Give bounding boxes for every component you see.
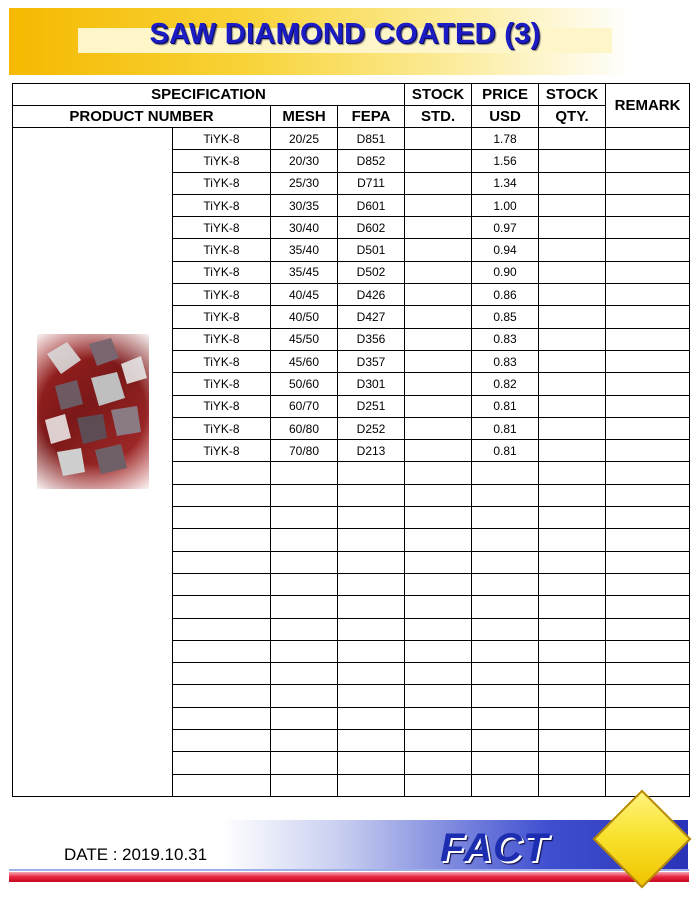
cell-stock-std: [405, 573, 472, 595]
cell-price: [472, 573, 539, 595]
cell-mesh: [271, 752, 338, 774]
cell-fepa: D427: [338, 306, 405, 328]
header-stock-std-line1: STOCK: [405, 84, 472, 106]
cell-mesh: [271, 462, 338, 484]
cell-price: 0.90: [472, 261, 539, 283]
cell-stock-qty: [539, 484, 606, 506]
cell-stock-std: [405, 484, 472, 506]
cell-fepa: [338, 462, 405, 484]
cell-price: 0.86: [472, 284, 539, 306]
cell-remark: [606, 730, 690, 752]
cell-remark: [606, 284, 690, 306]
cell-stock-qty: [539, 373, 606, 395]
cell-price: 1.34: [472, 172, 539, 194]
cell-stock-std: [405, 752, 472, 774]
cell-fepa: [338, 596, 405, 618]
table-body: [13, 128, 690, 797]
cell-product: [173, 640, 271, 662]
cell-stock-qty: [539, 618, 606, 640]
cell-product: TiYK-8: [173, 150, 271, 172]
header-fepa: FEPA: [338, 106, 405, 128]
cell-stock-std: [405, 261, 472, 283]
cell-remark: [606, 507, 690, 529]
cell-mesh: 20/25: [271, 128, 338, 150]
cell-product: [173, 618, 271, 640]
cell-price: [472, 707, 539, 729]
cell-stock-qty: [539, 573, 606, 595]
cell-remark: [606, 640, 690, 662]
cell-fepa: D711: [338, 172, 405, 194]
cell-fepa: D426: [338, 284, 405, 306]
cell-remark: [606, 462, 690, 484]
cell-remark: [606, 529, 690, 551]
cell-stock-qty: [539, 128, 606, 150]
table-row: [13, 128, 690, 150]
cell-product: [173, 596, 271, 618]
cell-stock-qty: [539, 596, 606, 618]
cell-price: 0.94: [472, 239, 539, 261]
cell-product: [173, 529, 271, 551]
cell-fepa: [338, 484, 405, 506]
cell-mesh: 25/30: [271, 172, 338, 194]
cell-product: [173, 507, 271, 529]
cell-stock-qty: [539, 284, 606, 306]
cell-mesh: 40/45: [271, 284, 338, 306]
cell-fepa: D252: [338, 417, 405, 439]
cell-stock-qty: [539, 239, 606, 261]
header-stock-std-line2: STD.: [405, 106, 472, 128]
header-product-number: PRODUCT NUMBER: [13, 106, 271, 128]
cell-price: [472, 596, 539, 618]
cell-fepa: [338, 730, 405, 752]
cell-product: TiYK-8: [173, 239, 271, 261]
cell-stock-qty: [539, 328, 606, 350]
cell-stock-qty: [539, 261, 606, 283]
cell-price: 0.83: [472, 350, 539, 372]
cell-product: TiYK-8: [173, 306, 271, 328]
cell-price: [472, 529, 539, 551]
cell-price: 0.81: [472, 417, 539, 439]
cell-product: [173, 774, 271, 796]
cell-stock-std: [405, 685, 472, 707]
cell-remark: [606, 373, 690, 395]
cell-stock-qty: [539, 194, 606, 216]
fact-logo: FACT: [440, 826, 549, 870]
diamond-crystals-photo: [37, 334, 149, 489]
cell-fepa: D601: [338, 194, 405, 216]
cell-remark: [606, 573, 690, 595]
cell-remark: [606, 685, 690, 707]
header-mesh: MESH: [271, 106, 338, 128]
cell-stock-std: [405, 596, 472, 618]
date-value: 2019.10.31: [122, 845, 208, 864]
cell-stock-qty: [539, 350, 606, 372]
cell-remark: [606, 172, 690, 194]
cell-price: [472, 507, 539, 529]
cell-product: TiYK-8: [173, 440, 271, 462]
cell-stock-qty: [539, 640, 606, 662]
cell-price: [472, 618, 539, 640]
cell-price: 1.00: [472, 194, 539, 216]
cell-product: TiYK-8: [173, 328, 271, 350]
cell-product: [173, 551, 271, 573]
cell-remark: [606, 239, 690, 261]
cell-remark: [606, 194, 690, 216]
cell-fepa: D852: [338, 150, 405, 172]
cell-stock-std: [405, 507, 472, 529]
cell-stock-std: [405, 640, 472, 662]
cell-product: TiYK-8: [173, 417, 271, 439]
cell-stock-qty: [539, 395, 606, 417]
cell-price: 0.83: [472, 328, 539, 350]
cell-product: [173, 484, 271, 506]
cell-fepa: [338, 640, 405, 662]
cell-fepa: D851: [338, 128, 405, 150]
cell-stock-std: [405, 306, 472, 328]
header-stock-qty-line1: STOCK: [539, 84, 606, 106]
cell-price: [472, 663, 539, 685]
cell-fepa: [338, 507, 405, 529]
cell-price: 1.78: [472, 128, 539, 150]
cell-stock-qty: [539, 551, 606, 573]
cell-price: 0.85: [472, 306, 539, 328]
cell-mesh: [271, 685, 338, 707]
cell-stock-qty: [539, 217, 606, 239]
cell-fepa: D602: [338, 217, 405, 239]
cell-fepa: D357: [338, 350, 405, 372]
cell-product: [173, 730, 271, 752]
cell-remark: [606, 328, 690, 350]
cell-stock-std: [405, 440, 472, 462]
cell-stock-std: [405, 373, 472, 395]
cell-stock-std: [405, 217, 472, 239]
header-remark: REMARK: [606, 84, 690, 128]
cell-stock-std: [405, 150, 472, 172]
cell-mesh: [271, 551, 338, 573]
cell-price: 0.82: [472, 373, 539, 395]
cell-remark: [606, 350, 690, 372]
cell-remark: [606, 707, 690, 729]
cell-stock-std: [405, 172, 472, 194]
cell-fepa: [338, 707, 405, 729]
cell-fepa: D213: [338, 440, 405, 462]
cell-stock-std: [405, 462, 472, 484]
cell-product: [173, 663, 271, 685]
cell-product: [173, 685, 271, 707]
cell-stock-std: [405, 395, 472, 417]
cell-stock-std: [405, 663, 472, 685]
cell-product: TiYK-8: [173, 373, 271, 395]
cell-price: [472, 730, 539, 752]
cell-stock-std: [405, 529, 472, 551]
cell-mesh: 30/35: [271, 194, 338, 216]
footer-red-bar: [9, 872, 689, 882]
cell-stock-qty: [539, 752, 606, 774]
cell-stock-qty: [539, 462, 606, 484]
cell-stock-qty: [539, 685, 606, 707]
cell-fepa: [338, 663, 405, 685]
cell-remark: [606, 395, 690, 417]
cell-remark: [606, 596, 690, 618]
cell-remark: [606, 551, 690, 573]
cell-fepa: [338, 529, 405, 551]
cell-mesh: [271, 774, 338, 796]
cell-stock-std: [405, 239, 472, 261]
cell-remark: [606, 217, 690, 239]
cell-stock-std: [405, 194, 472, 216]
cell-stock-qty: [539, 529, 606, 551]
cell-mesh: [271, 484, 338, 506]
cell-product: TiYK-8: [173, 395, 271, 417]
page-title: SAW DIAMOND COATED (3): [149, 18, 541, 50]
cell-stock-qty: [539, 730, 606, 752]
cell-price: 0.81: [472, 440, 539, 462]
cell-price: [472, 685, 539, 707]
cell-remark: [606, 417, 690, 439]
cell-mesh: [271, 707, 338, 729]
cell-product: TiYK-8: [173, 128, 271, 150]
header-price-line1: PRICE: [472, 84, 539, 106]
cell-mesh: [271, 596, 338, 618]
cell-stock-std: [405, 551, 472, 573]
cell-mesh: 60/80: [271, 417, 338, 439]
cell-stock-std: [405, 417, 472, 439]
cell-fepa: [338, 685, 405, 707]
cell-mesh: 20/30: [271, 150, 338, 172]
cell-mesh: 50/60: [271, 373, 338, 395]
cell-stock-std: [405, 284, 472, 306]
cell-mesh: 60/70: [271, 395, 338, 417]
cell-remark: [606, 663, 690, 685]
header-stock-qty-line2: QTY.: [539, 106, 606, 128]
cell-product: [173, 462, 271, 484]
date-label: DATE :: [64, 845, 118, 864]
cell-mesh: 35/40: [271, 239, 338, 261]
cell-mesh: 45/50: [271, 328, 338, 350]
cell-price: 0.97: [472, 217, 539, 239]
cell-product: TiYK-8: [173, 350, 271, 372]
footer-divider: [9, 869, 689, 871]
cell-mesh: 35/45: [271, 261, 338, 283]
cell-fepa: D301: [338, 373, 405, 395]
cell-mesh: [271, 730, 338, 752]
cell-stock-qty: [539, 507, 606, 529]
cell-remark: [606, 484, 690, 506]
cell-remark: [606, 150, 690, 172]
cell-product: [173, 707, 271, 729]
cell-stock-std: [405, 618, 472, 640]
cell-price: [472, 774, 539, 796]
cell-remark: [606, 774, 690, 796]
cell-fepa: [338, 752, 405, 774]
cell-fepa: D251: [338, 395, 405, 417]
cell-price: [472, 752, 539, 774]
cell-mesh: 70/80: [271, 440, 338, 462]
cell-remark: [606, 306, 690, 328]
cell-product: TiYK-8: [173, 172, 271, 194]
header-price-line2: USD: [472, 106, 539, 128]
cell-mesh: [271, 573, 338, 595]
cell-fepa: D502: [338, 261, 405, 283]
cell-stock-std: [405, 328, 472, 350]
cell-remark: [606, 128, 690, 150]
cell-mesh: 45/60: [271, 350, 338, 372]
cell-remark: [606, 440, 690, 462]
cell-mesh: [271, 618, 338, 640]
spec-table: [12, 83, 690, 797]
cell-fepa: [338, 551, 405, 573]
cell-mesh: 30/40: [271, 217, 338, 239]
cell-mesh: 40/50: [271, 306, 338, 328]
cell-mesh: [271, 507, 338, 529]
cell-stock-qty: [539, 663, 606, 685]
cell-mesh: [271, 529, 338, 551]
cell-stock-qty: [539, 707, 606, 729]
cell-stock-qty: [539, 774, 606, 796]
cell-stock-qty: [539, 306, 606, 328]
cell-stock-std: [405, 774, 472, 796]
cell-stock-qty: [539, 150, 606, 172]
cell-fepa: D356: [338, 328, 405, 350]
cell-price: 0.81: [472, 395, 539, 417]
cell-price: [472, 484, 539, 506]
header-specification: SPECIFICATION: [13, 84, 405, 106]
cell-price: [472, 640, 539, 662]
cell-stock-std: [405, 350, 472, 372]
diamond-crystals-graphic: [37, 334, 149, 489]
cell-stock-std: [405, 730, 472, 752]
cell-product: [173, 573, 271, 595]
cell-stock-qty: [539, 440, 606, 462]
cell-product: TiYK-8: [173, 261, 271, 283]
cell-remark: [606, 752, 690, 774]
cell-fepa: D501: [338, 239, 405, 261]
cell-stock-qty: [539, 417, 606, 439]
cell-product: TiYK-8: [173, 194, 271, 216]
cell-fepa: [338, 573, 405, 595]
cell-price: 1.56: [472, 150, 539, 172]
cell-product: [173, 752, 271, 774]
cell-remark: [606, 618, 690, 640]
cell-product: TiYK-8: [173, 284, 271, 306]
cell-stock-qty: [539, 172, 606, 194]
cell-fepa: [338, 774, 405, 796]
cell-mesh: [271, 663, 338, 685]
cell-mesh: [271, 640, 338, 662]
cell-stock-std: [405, 128, 472, 150]
product-photo-cell: [13, 128, 173, 797]
cell-product: TiYK-8: [173, 217, 271, 239]
cell-remark: [606, 261, 690, 283]
cell-price: [472, 462, 539, 484]
cell-stock-std: [405, 707, 472, 729]
cell-fepa: [338, 618, 405, 640]
cell-price: [472, 551, 539, 573]
